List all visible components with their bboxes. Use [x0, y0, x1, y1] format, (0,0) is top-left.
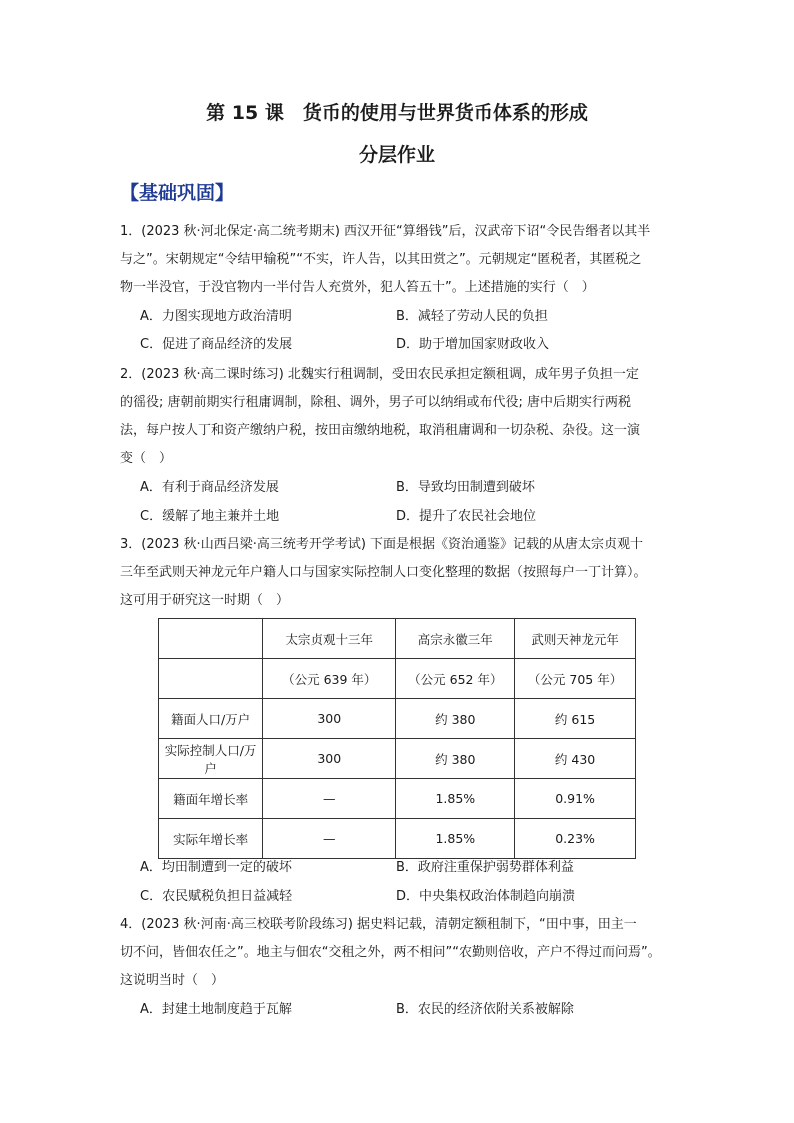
q1-option-a: A．力图实现地方政治清明 [140, 309, 292, 324]
table-cell: 武则天神龙元年 [515, 619, 636, 659]
table-cell: 300 [263, 739, 396, 779]
table-cell: — [263, 779, 396, 819]
q4-line-3: 这说明当时（ ） [120, 973, 225, 988]
table-cell: （公元 705 年） [515, 659, 636, 699]
table-cell: 约 380 [396, 739, 515, 779]
table-cell: 1.85% [396, 819, 515, 859]
table-cell: 高宗永徽三年 [396, 619, 515, 659]
table-cell: 实际控制人口/万户 [159, 739, 263, 779]
q4-option-a: A．封建土地制度趋于瓦解 [140, 1002, 292, 1017]
q2-line-1: 2．(2023 秋·高二课时练习) 北魏实行租调制，受田农民承担定额租调，成年男子负担一定 [120, 367, 639, 382]
table-row [159, 619, 636, 659]
table-cell: 籍面人口/万户 [159, 699, 263, 739]
q1-option-d: D．助于增加国家财政收入 [396, 337, 550, 352]
q1-option-b: B．减轻了劳动人民的负担 [396, 309, 548, 324]
table-cell: 1.85% [396, 779, 515, 819]
q4-line-1: 4．(2023 秋·河南·高三校联考阶段练习) 据史料记载，清朝定额租制下，“田中事，田主一 [120, 917, 637, 932]
table-row [159, 779, 636, 819]
table-row [159, 819, 636, 859]
table-cell [159, 619, 263, 659]
q1-option-c: C．促进了商品经济的发展 [140, 337, 293, 352]
section-heading: 【基础巩固】 [120, 182, 235, 204]
table-cell: 太宗贞观十三年 [263, 619, 396, 659]
table-cell: 籍面年增长率 [159, 779, 263, 819]
page-subtitle: 分层作业 [358, 144, 435, 166]
q3-option-d: D．中央集权政治体制趋向崩溃 [396, 889, 576, 904]
q1-line-1: 1．(2023 秋·河北保定·高二统考期末) 西汉开征“算缗钱”后，汉武帝下诏“令民告缗者以其半 [120, 224, 651, 239]
table-cell: 300 [263, 699, 396, 739]
table-cell: 约 615 [515, 699, 636, 739]
q2-option-b: B．导致均田制遭到破坏 [396, 480, 535, 495]
page-title: 第 15 课 货币的使用与世界货币体系的形成 [206, 102, 588, 124]
table-row [159, 739, 636, 779]
population-table [158, 618, 636, 859]
q3-option-a: A．均田制遭到一定的破坏 [140, 860, 292, 875]
q2-line-3: 法，每户按人丁和资产缴纳户税，按田亩缴纳地税，取消租庸调和一切杂税、杂役。这一演 [120, 423, 641, 438]
q2-line-2: 的徭役; 唐朝前期实行租庸调制，除租、调外，男子可以纳绢或布代役; 唐中后期实行两税 [120, 395, 632, 410]
table-cell [159, 659, 263, 699]
q2-option-c: C．缓解了地主兼并土地 [140, 509, 280, 524]
q1-line-2: 与之”。宋朝规定“令结甲输税”“不实，许人告，以其田赏之”。元朝规定“匿税者，其匿税之 [120, 252, 642, 267]
table-cell: （公元 639 年） [263, 659, 396, 699]
table-cell: 实际年增长率 [159, 819, 263, 859]
q3-line-1: 3．(2023 秋·山西吕梁·高三统考开学考试) 下面是根据《资治通鉴》记载的从唐太宗贞观十 [120, 537, 644, 552]
table-cell: 约 430 [515, 739, 636, 779]
table-cell: （公元 652 年） [396, 659, 515, 699]
table-cell: 0.91% [515, 779, 636, 819]
table-cell: — [263, 819, 396, 859]
q4-line-2: 切不问，皆佃农任之”。地主与佃农“交租之外，两不相问”“农勤则倍收，产户不得过而问焉”。 [120, 945, 661, 960]
q2-line-4: 变（ ） [120, 451, 173, 466]
q3-line-3: 这可用于研究这一时期（ ） [120, 593, 290, 608]
table-row [159, 659, 636, 699]
q2-option-a: A．有利于商品经济发展 [140, 480, 279, 495]
q3-option-b: B．政府注重保护弱势群体利益 [396, 860, 574, 875]
q3-line-2: 三年至武则天神龙元年户籍人口与国家实际控制人口变化整理的数据（按照每户一丁计算）。 [120, 565, 647, 580]
q4-option-b: B．农民的经济依附关系被解除 [396, 1002, 574, 1017]
table-cell: 约 380 [396, 699, 515, 739]
table-cell: 0.23% [515, 819, 636, 859]
table-row [159, 699, 636, 739]
q3-option-c: C．农民赋税负担日益减轻 [140, 889, 293, 904]
q1-line-3: 物一半没官，于没官物内一半付告人充赏外，犯人笞五十”。上述措施的实行（ ） [120, 280, 595, 295]
q2-option-d: D．提升了农民社会地位 [396, 509, 537, 524]
